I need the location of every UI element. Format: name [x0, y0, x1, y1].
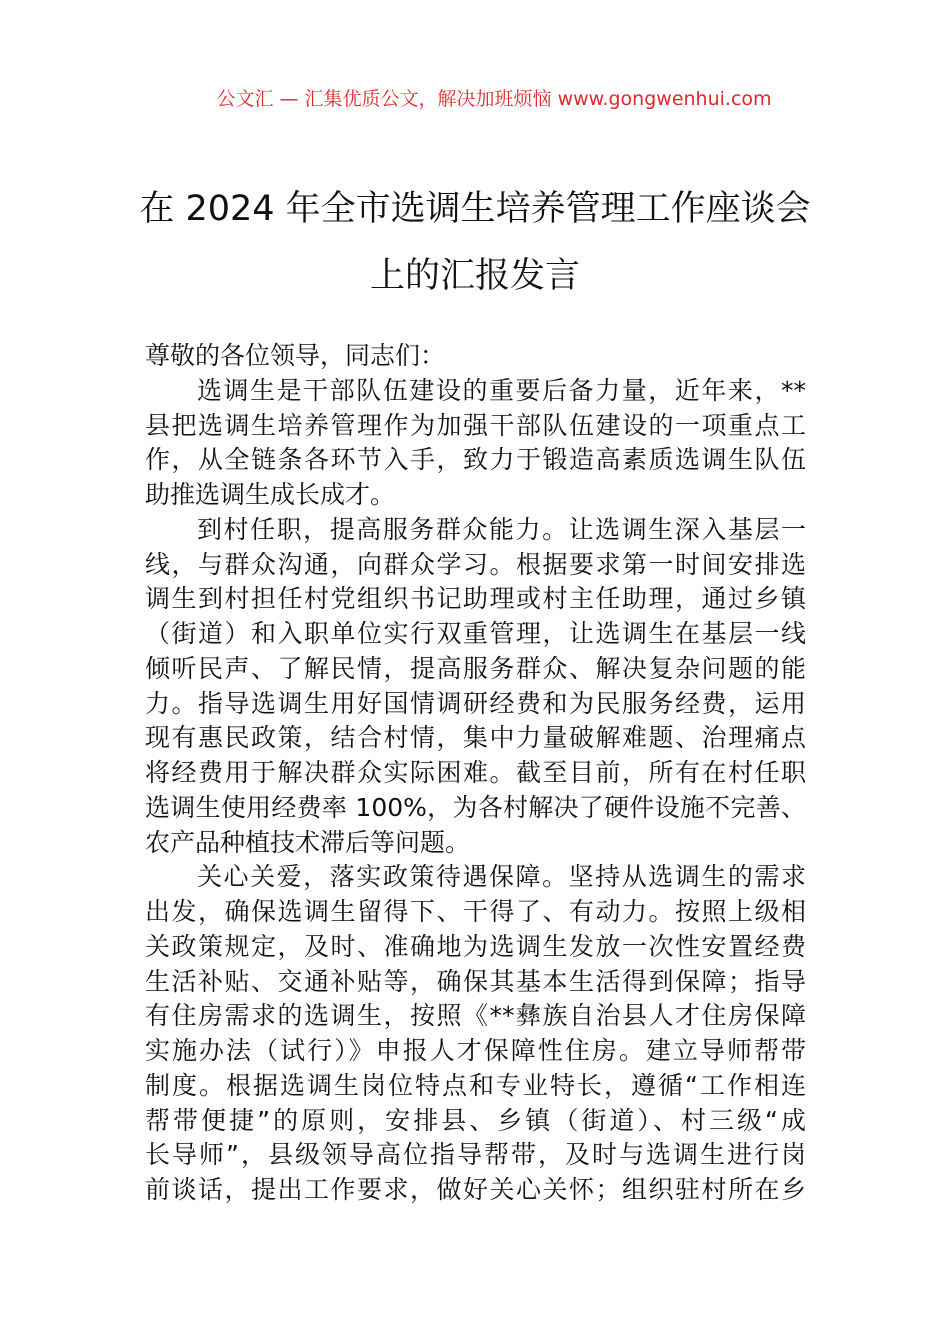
paragraph-line: 实施办法（试行）》申报人才保障性住房。建立导师帮带: [145, 1036, 806, 1065]
paragraph-line: 现有惠民政策，结合村情，集中力量破解难题、治理痛点: [145, 723, 806, 753]
paragraph-line: 帮带便捷”的原则，安排县、乡镇（街道）、村三级“成: [145, 1105, 806, 1135]
paragraph-line: 选调生是干部队伍建设的重要后备力量，近年来，**: [197, 375, 806, 405]
paragraph-line: 关政策规定，及时、准确地为选调生发放一次性安置经费: [145, 931, 806, 961]
paragraph-line: 农产品种植技术滞后等问题。: [145, 827, 471, 857]
paragraph-line: 到村任职，提高服务群众能力。让选调生深入基层一: [197, 514, 806, 544]
paragraph-line: 选调生使用经费率 100%，为各村解决了硬件设施不完善、: [145, 792, 806, 822]
paragraph-line: 作，从全链条各环节入手，致力于锻造高素质选调生队伍: [145, 445, 806, 475]
paragraph-line: 出发，确保选调生留得下、干得了、有动力。按照上级相: [145, 897, 806, 926]
paragraph-line: （街道）和入职单位实行双重管理，让选调生在基层一线: [145, 619, 806, 648]
document-title-line-2: 上的汇报发言: [369, 256, 580, 296]
paragraph-line: 调生到村担任村党组织书记助理或村主任助理，通过乡镇: [145, 584, 806, 614]
paragraph-line: 关心关爱，落实政策待遇保障。坚持从选调生的需求: [197, 862, 806, 892]
paragraph-line: 长导师”，县级领导高位指导帮带，及时与选调生进行岗: [145, 1140, 806, 1170]
document-body: [145, 339, 806, 1208]
paragraph-line: 助推选调生成长成才。: [145, 480, 396, 509]
paragraph-line: 生活补贴、交通补贴等，确保其基本生活得到保障；指导: [145, 966, 806, 996]
paragraph-line: 有住房需求的选调生，按照《**彝族自治县人才住房保障: [145, 1001, 806, 1031]
paragraph-line: 前谈话，提出工作要求，做好关心关怀；组织驻村所在乡: [145, 1175, 806, 1204]
watermark-banner: 公文汇 — 汇集优质公文，解决加班烦恼 www.gongwenhui.com: [216, 88, 772, 110]
paragraph-line: 将经费用于解决群众实际困难。截至目前，所有在村任职: [145, 758, 806, 787]
paragraph-line: 制度。根据选调生岗位特点和专业特长，遵循“工作相连: [145, 1070, 806, 1100]
paragraph-line: 力。指导选调生用好国情调研经费和为民服务经费，运用: [145, 688, 806, 718]
document-title-line-1: 在 2024 年全市选调生培养管理工作座谈会: [139, 189, 811, 229]
paragraph-line: 线，与群众沟通，向群众学习。根据要求第一时间安排选: [145, 549, 806, 579]
salutation: 尊敬的各位领导，同志们：: [145, 341, 446, 370]
paragraph-line: 县把选调生培养管理作为加强干部队伍建设的一项重点工: [145, 410, 806, 440]
paragraph-line: 倾听民声、了解民情，提高服务群众、解决复杂问题的能: [145, 653, 806, 683]
